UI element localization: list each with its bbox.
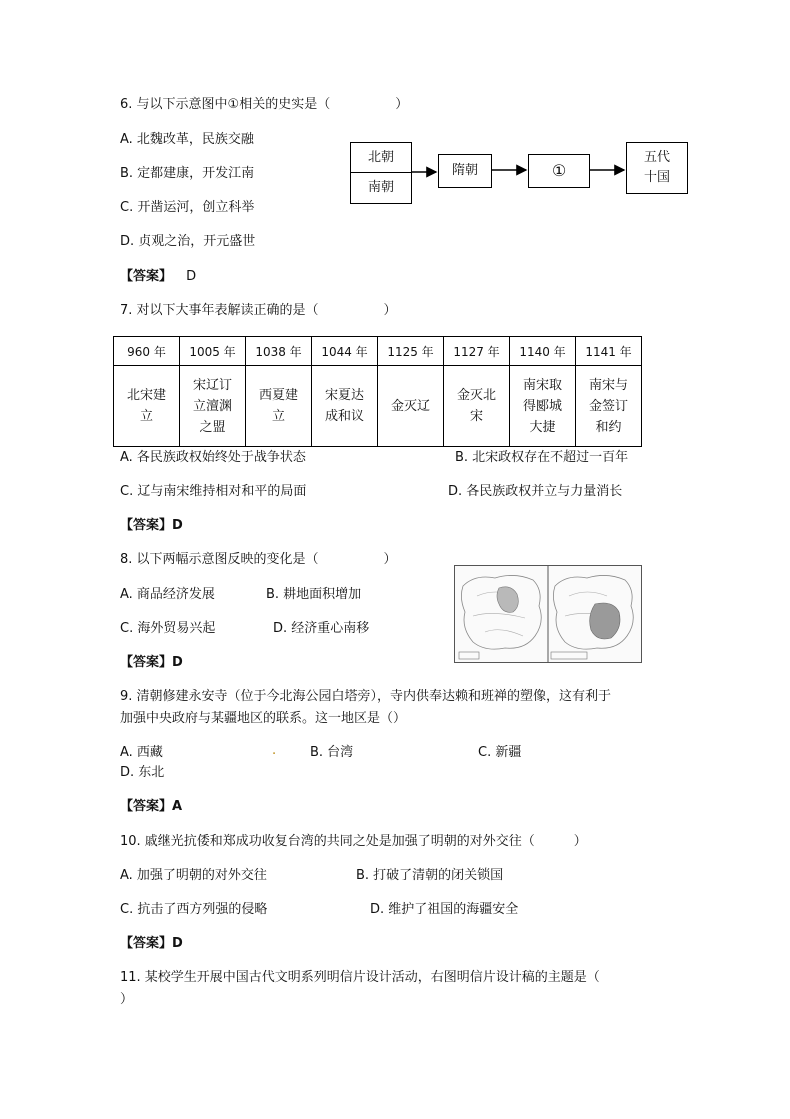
five-dynasties-line2: 十国 (643, 170, 670, 185)
q7-option-b: B. 北宋政权存在不超过一百年 (455, 450, 629, 465)
q8-option-b: B. 耕地面积增加 (266, 587, 362, 602)
q9-option-c: C. 新疆 (478, 745, 522, 760)
year-cell: 960 年 (114, 337, 180, 366)
q9-dot: . (272, 743, 277, 758)
q8-option-c: C. 海外贸易兴起 (120, 621, 216, 636)
q6-answer-label: 【答案】 (120, 269, 173, 284)
q6-answer (120, 269, 196, 285)
diagram-arrows (0, 0, 790, 260)
q7-stem: 7. 对以下大事年表解读正确的是（ ） (120, 303, 397, 318)
q9-stem-line1: 9. 清朝修建永安寺（位于今北海公园白塔旁），寺内供奉达赖和班禅的塑像，这有利于 (120, 689, 612, 704)
q10-answer: 【答案】D (120, 936, 183, 951)
event-cell: 宋辽订 立澶渊 之盟 (180, 366, 246, 447)
year-cell: 1044 年 (312, 337, 378, 366)
q6-option-b: B. 定都建康，开发江南 (120, 166, 255, 181)
year-cell: 1038 年 (246, 337, 312, 366)
q8-map-image (454, 565, 642, 663)
year-cell: 1005 年 (180, 337, 246, 366)
q10-option-a: A. 加强了明朝的对外交往 (120, 868, 267, 883)
event-cell: 南宋与 金签订 和约 (576, 366, 642, 447)
q8-option-a: A. 商品经济发展 (120, 587, 215, 602)
q7-timeline-table (113, 336, 642, 447)
year-cell: 1125 年 (378, 337, 444, 366)
q11-stem-line1: 11. 某校学生开展中国古代文明系列明信片设计活动，右图明信片设计稿的主题是（ (120, 970, 600, 985)
q9-option-d: D. 东北 (120, 765, 165, 780)
q10-option-d: D. 维护了祖国的海疆安全 (370, 902, 519, 917)
q6-option-c: C. 开凿运河，创立科举 (120, 200, 255, 215)
q7-option-d: D. 各民族政权并立与力量消长 (448, 484, 623, 499)
q9-option-b: B. 台湾 (310, 745, 354, 760)
event-cell: 南宋取 得郾城 大捷 (510, 366, 576, 447)
event-cell: 金灭辽 (378, 366, 444, 447)
q9-answer: 【答案】A (120, 799, 183, 814)
q7-option-c: C. 辽与南宋维持相对和平的局面 (120, 484, 307, 499)
year-cell: 1141 年 (576, 337, 642, 366)
five-dynasties-line1: 五代 (643, 150, 670, 165)
economic-center-maps (455, 566, 641, 662)
q8-option-d: D. 经济重心南移 (273, 621, 370, 636)
q10-option-c: C. 抗击了西方列强的侵略 (120, 902, 268, 917)
circle-one-box: ① (528, 154, 590, 188)
sui-dynasty-box: 隋朝 (438, 154, 492, 188)
q9-option-a: A. 西藏 (120, 745, 163, 760)
q7-option-a: A. 各民族政权始终处于战争状态 (120, 450, 306, 465)
event-cell: 西夏建 立 (246, 366, 312, 447)
q8-stem: 8. 以下两幅示意图反映的变化是（ ） (120, 552, 397, 567)
q6-option-d: D. 贞观之治，开元盛世 (120, 234, 256, 249)
year-cell: 1127 年 (444, 337, 510, 366)
left-map (459, 575, 541, 659)
q11-stem-line2: ） (120, 992, 134, 1007)
north-dynasty-label: 北朝 (351, 143, 411, 173)
q6-option-a: A. 北魏改革，民族交融 (120, 132, 254, 147)
q6-answer-value: D (186, 269, 197, 284)
event-cell: 金灭北 宋 (444, 366, 510, 447)
right-map (551, 575, 633, 659)
event-cell: 宋夏达 成和议 (312, 366, 378, 447)
q10-option-b: B. 打破了清朝的闭关锁国 (356, 868, 504, 883)
q9-stem-line2: 加强中央政府与某疆地区的联系。这一地区是（） (120, 711, 407, 726)
event-cell: 北宋建 立 (114, 366, 180, 447)
q10-stem: 10. 戚继光抗倭和郑成功收复台湾的共同之处是加强了明朝的对外交往（ ） (120, 834, 587, 849)
q7-answer: 【答案】D (120, 518, 183, 533)
q6-stem: 6. 与以下示意图中①相关的史实是（ ） (120, 97, 409, 112)
q8-answer: 【答案】D (120, 655, 183, 670)
year-cell: 1140 年 (510, 337, 576, 366)
south-dynasty-label: 南朝 (367, 180, 394, 195)
